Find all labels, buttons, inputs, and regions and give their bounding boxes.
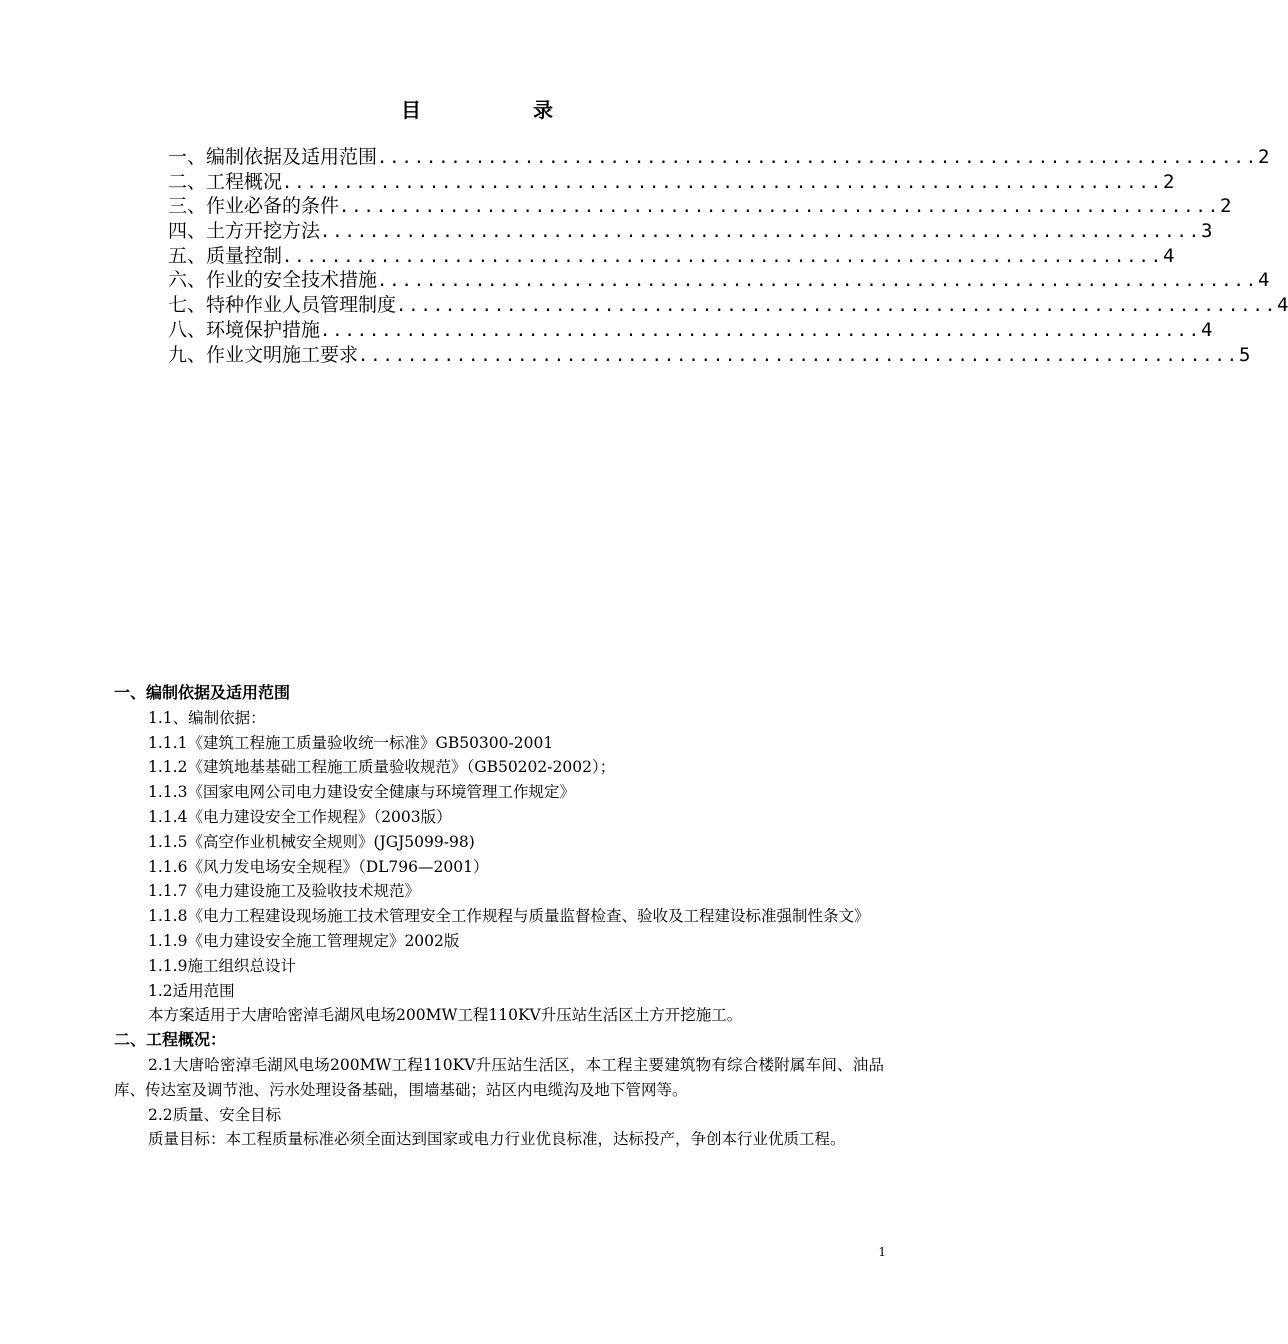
toc-entry[interactable] [168,194,1232,219]
paragraph: 本方案适用于大唐哈密淖毛湖风电场200MW工程110KV升压站生活区土方开挖施工。 [148,1006,743,1025]
paragraph: 1.1、编制依据： [148,708,266,727]
paragraph: 1.1.5《高空作业机械安全规则》(JGJ5099-98) [148,832,475,851]
paragraph: 1.1.8《电力工程建设现场施工技术管理安全工作规程与质量监督检查、验收及工程建设标准强制性条文》 [148,907,870,926]
paragraph: 1.1.2《建筑地基基础工程施工质量验收规范》（GB50202-2002）； [148,758,616,777]
toc-entry-label: 九、作业文明施工要求 [168,343,359,366]
toc-entry-label: 六、作业的安全技术措施 [168,269,378,292]
toc-entry-page: 4 [1200,318,1213,341]
toc-entry-label: 五、质量控制 [168,244,283,267]
toc-entry[interactable] [168,318,1213,343]
toc-leader-dots: ........................................................................ [377,271,1258,292]
section-heading-2: 二、工程概况： [114,1030,227,1050]
toc-entry[interactable] [168,293,1288,318]
toc-entry-page: 4 [1257,269,1270,292]
toc-entry-page: 5 [1238,343,1251,366]
paragraph: 1.1.6《风力发电场安全规程》（DL796—2001） [148,857,489,876]
toc-leader-dots: ........................................................................ [320,320,1201,341]
toc-entry[interactable] [168,145,1270,170]
toc-leader-dots: ........................................................................ [339,197,1220,218]
section-heading-1: 一、编制依据及适用范围 [114,683,291,702]
paragraph: 1.1.3《国家电网公司电力建设安全健康与环境管理工作规定》 [148,783,575,802]
toc-entry[interactable] [168,343,1251,368]
toc-entry[interactable] [168,219,1213,244]
paragraph: 2.1大唐哈密淖毛湖风电场200MW工程110KV升压站生活区，本工程主要建筑物有综合楼附属车间、油品库、传达室及调节池、污水处理设备基础，围墙基础；站区内电缆沟及地下管网等。 [114,1055,884,1099]
toc-entry-label: 一、编制依据及适用范围 [168,146,378,168]
toc-leader-dots: ........................................................................ [358,345,1239,366]
toc-entry[interactable] [168,244,1175,269]
paragraph: 1.1.1《建筑工程施工质量验收统一标准》GB50300-2001 [148,733,554,752]
paragraph: 2.2质量、安全目标 [148,1105,282,1124]
paragraph: 1.1.9《电力建设安全施工管理规定》2002版 [148,931,460,950]
paragraph: 1.1.7《电力建设施工及验收技术规范》 [148,882,420,901]
paragraph: 1.1.4《电力建设安全工作规程》（2003版） [148,807,452,826]
toc-entry-label: 二、工程概况 [168,170,283,193]
toc-entry-label: 七、特种作业人员管理制度 [168,294,397,317]
toc-entry-label: 八、环境保护措施 [168,318,321,341]
page-number: 1 [878,1245,886,1259]
toc-entry[interactable] [168,268,1270,293]
toc-entry[interactable] [168,170,1175,195]
table-of-contents [168,145,1288,367]
paragraph: 1.1.9施工组织总设计 [148,956,296,975]
toc-leader-dots: ........................................................................ [320,222,1201,243]
toc-entry-page: 4 [1162,244,1175,267]
toc-entry-page: 3 [1200,220,1213,243]
toc-leader-dots: ........................................................................ [282,172,1163,193]
toc-entry-label: 四、土方开挖方法 [168,220,321,243]
toc-entry-label: 三、作业必备的条件 [168,195,340,218]
toc-title: 目 录 [401,98,599,122]
toc-entry-page: 4 [1276,294,1288,317]
document-body [114,681,884,1152]
paragraph: 1.2适用范围 [148,981,235,1000]
toc-leader-dots: ........................................................................ [396,296,1277,317]
toc-entry-page: 2 [1257,146,1270,168]
toc-leader-dots: ........................................................................ [282,246,1163,267]
toc-entry-page: 2 [1162,170,1175,193]
paragraph: 质量目标：本工程质量标准必须全面达到国家或电力行业优良标准，达标投产，争创本行业优质工程。 [148,1130,846,1149]
toc-leader-dots: ........................................................................ [377,148,1258,168]
toc-entry-page: 2 [1219,195,1232,218]
